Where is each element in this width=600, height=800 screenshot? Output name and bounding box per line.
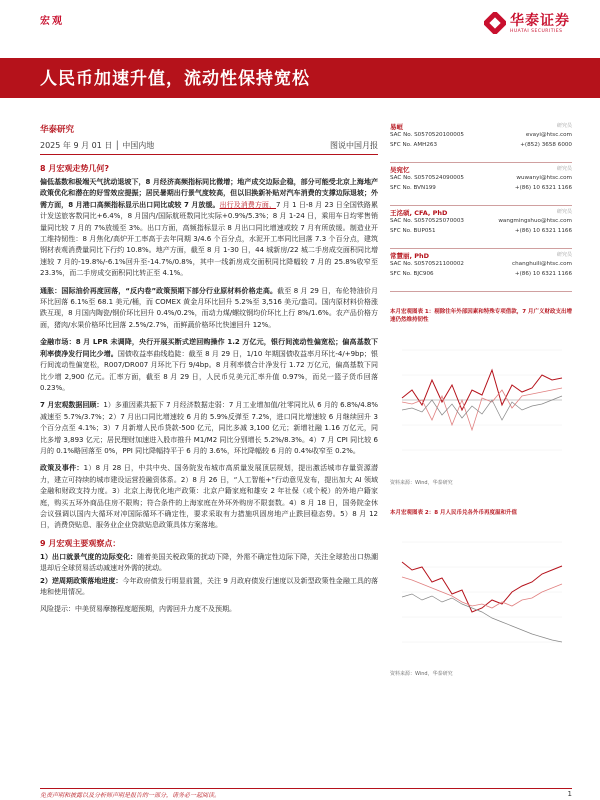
analyst-email[interactable]: wangmingshuo@htsc.com [498,218,572,224]
analyst-card [390,165,572,206]
section-heading: 8 月宏观走势几何? [40,164,109,173]
analyst-sfc: SFC No. BUP051 [390,228,436,234]
logo-text: 华泰证券 [510,13,570,29]
analyst-role: 研究员 [556,123,572,129]
analyst-sac: SAC No. S0570524090005 [390,175,464,181]
paragraph-lead: 偏低基数和极端天气扰动退坡下，8 月经济高频指标同比微增；地产成交边际企稳，部分可能受北京上海地产政策优化和潜在的好雪效应提振；居民暑期出行景气度较高，但以旧换新补贴对汽车消费的支撑边际退坡；外需方面，8 月港口高频指标显示出口同比或较 7 月放缓。 [40,178,378,209]
header [0,0,600,58]
paragraph-body: 7 月 1 日-8 月 23 日全国铁路累计发送旅客数同比+6.4%，8 月国内/国际航班数同比实际+0.9%/5.3%；8 月 1-24 日，乘用车日均零售销量同比较 7 月的 7%放缓至 3%。出口方面，高频指标显示 8 月出口同比增速或较 7 月有所放缓。制造业开工维持韧性：8 月焦化/高炉开工率高于去年同期 3/4.6 个百分点，水泥开工率同比回落 7.3 个百分点，建筑钢材表观消费量同比下行约 10.8%。地产方面，截至 8 月 1-30 日，44 城新房/22 城二手房成交面积同比增速较 7 月的-19.8%/-6.1%回升至-14.7%/0.8%，其中一线新房成交面积同比降幅较 7 月的 25.8%收窄至 23.3%，而二手房成交面积同比转正至 4.1%。 [40,200,378,278]
paragraph-body: 国债收益率曲线趋陡：截至 8 月 29 日，1/10 年期国债收益率月环比-4/+9bp；银行间流动性偏宽松，R007/DR007 月环比下行 9/4bp。8 月利率债合计净发行 1.72 万亿元，偏高基数下同比少增 2,900 亿元。汇率方面，截至 8 月 29 日，人民币兑美元汇率升值 0.97%，而兑一篮子货币回落 0.23%。 [40,349,379,392]
highlight-link[interactable]: 出行及消费方面， [219,200,277,209]
analyst-card [390,251,572,292]
report-date: 2025 年 9 月 01 日 │ 中国内地 [40,141,155,150]
analyst-sac: SAC No. S0570520100005 [390,132,464,138]
paragraph-body: 1）8 月 28 日，中共中央、国务院发布城市高质量发展顶层规划，提出激活城市存量资源潜力，建立可持续的城市建设运营投融资体系。2）8 月 26 日，“人工智能+”行动意见发布，提出加大 AI 领域金融和财政支持力度。3）北京上海优化地产政策：北京户籍家庭和雄安 2 年社保（或个税）的外地户籍家庭，购买五环外商品住房不限购；符合条件的上海家庭在外环外购房不限套数。4）8 月 18 日，国务院金休会议强调以国内大循环对冲国际循环不确定性，要求采取有力措施巩固房地产止跌回稳态势。5）8 月 12 日，消费贷贴息、服务业企业贷款贴息政策具体方案落地。 [40,464,378,530]
org-name: 华泰研究 [40,125,75,135]
paragraph-policy [40,463,378,531]
paragraph-lead: 通胀：国际油价再度回落，“反内卷”政策预期下部分行业原材料价格走高。 [40,286,278,295]
paragraph-activity [40,177,378,280]
analyst-phone: +(86) 10 6321 1166 [514,185,572,191]
analyst-sac: SAC No. S0570521100002 [390,261,464,267]
analyst-name: 易峘 [390,123,403,131]
analyst-sfc: SFC No. BJC906 [390,271,434,277]
footer-divider [40,788,572,789]
report-type: 图说中国月报 [330,141,378,150]
analyst-name: 王洺硕, CFA, PhD [390,209,448,217]
analyst-phone: +(86) 10 6321 1166 [514,228,572,234]
analyst-role: 研究员 [556,209,572,215]
paragraph-body: 随着美国关税政策的扰动下降，外需不确定性边际下降，关注全球抢出口热潮退却后全球贸易活动减速对外需的扰动。 [40,552,379,573]
analyst-email[interactable]: changhuili@htsc.com [512,261,572,267]
figure-1-source: 资料来源：Wind，华泰研究 [390,480,453,486]
main-text [40,163,378,622]
logo-subtext: HUATAI SECURITIES [510,29,563,34]
page-number: 1 [567,790,572,798]
paragraph-lead: 金融市场：8 月 LPR 未调降，央行开展买断式逆回购操作 1.2 万亿元，银行间流动性偏宽松；偏高基数下利率债净发行同比少增。 [40,338,378,358]
analyst-sfc: SFC No. AMH263 [390,142,438,148]
huatai-logo [484,10,574,40]
section-label: 宏观 [40,16,64,27]
analyst-panel [390,122,572,294]
paragraph-lead: 政策及事件： [40,464,84,473]
risk-note: 风险提示：中美贸易摩擦程度超预期，内需回升力度不及预期。 [40,605,236,614]
paragraph-data-review [40,400,378,457]
analyst-card [390,122,572,163]
paragraph-watch-1 [40,552,378,575]
analyst-sfc: SFC No. BVN199 [390,185,436,191]
paragraph-markets [40,337,378,394]
section-heading: 9 月宏观主要观察点： [40,538,121,548]
paragraph-body: 今年政府债发行明显前置，关注 9 月政府债发行速度以及新型政策性金融工具的落地和使用情况。 [40,576,379,596]
divider [40,154,378,155]
analyst-email[interactable]: evayi@htsc.com [525,132,572,138]
paragraph-body: 1）多重因素共振下 7 月经济数据走弱：7 月工业增加值/社零同比从 6 月的 6.8%/4.8%减速至 5.7%/3.7%；2）7 月出口同比增速较 6 月的 5.9%反弹至 7.2%，进口同比增速较 6 月继续回升 3 个百分点至 4.1%；3）7 月新增人民币贷款-500 亿元，同比多减 3,100 亿元；新增社融 1.16 万亿元，同比多增 3,893 亿元；居民理财加速进入股市推升 M1/M2 同比分别增长 5.2%/8.3%。4）7 月 CPI 同比较 6 月的 0.1%略回落至 0%，PPI 同比降幅持平于 6 月的 3.6%，环比降幅较 6 月的 0.4%收窄至 0.2%。 [40,401,378,455]
paragraph-inflation [40,286,378,332]
analyst-phone: +(86) 10 6321 1166 [514,271,572,277]
analyst-name: 吴宛忆 [390,166,410,174]
page-title: 人民币加速升值，流动性保持宽松 [40,69,310,89]
figure-2-chart [392,522,572,662]
title-banner [0,58,600,98]
paragraph-lead: 7 月宏观数据回顾： [40,401,104,410]
paragraph-body: 截至 8 月 29 日，布伦特油价月环比回落 6.1%至 68.1 美元/桶，而 COMEX 黄金月环比回升 5.2%至 3,516 美元/盎司。国内原材料价格涨跌互现，8 月国内陶瓷/钢价环比回升 0.4%/0.2%，而动力煤/螺纹钢均价环比上行 8%/1.6%。农产品价格方面，猪肉/水果价格环比回落 2.5%/2.7%，而鲜蔬价格环比快速回升 12%。 [40,286,378,329]
analyst-email[interactable]: wuwanyi@htsc.com [516,175,572,181]
figure-1-chart [392,330,572,470]
logo-mark-icon [484,12,506,34]
analyst-sac: SAC No. S0570525070003 [390,218,464,224]
analyst-role: 研究员 [556,252,572,258]
paragraph-watch-2 [40,576,378,599]
figure-1-title: 本月宏观图表 1：剔除往年外部因素和特殊专项借款，7 月广义财政支出增速仍然维持韧性 [390,309,572,323]
paragraph-lead: 2）逆周期政策落地进度： [40,576,123,585]
footer-disclaimer: 免责声明和披露以及分析师声明是报告的一部分，请务必一起阅读。 [40,792,221,799]
paragraph-lead: 1）出口就景气度的边际变化： [40,552,138,561]
figure-2-title: 本月宏观图表 2：8 月人民币兑各外币再度温和升值 [390,510,517,516]
analyst-name: 常慧丽, PhD [390,252,430,260]
analyst-role: 研究员 [556,166,572,172]
figure-2-source: 资料来源：Wind，华泰研究 [390,671,453,677]
analyst-phone: +(852) 3658 6000 [520,142,572,148]
analyst-card [390,208,572,249]
